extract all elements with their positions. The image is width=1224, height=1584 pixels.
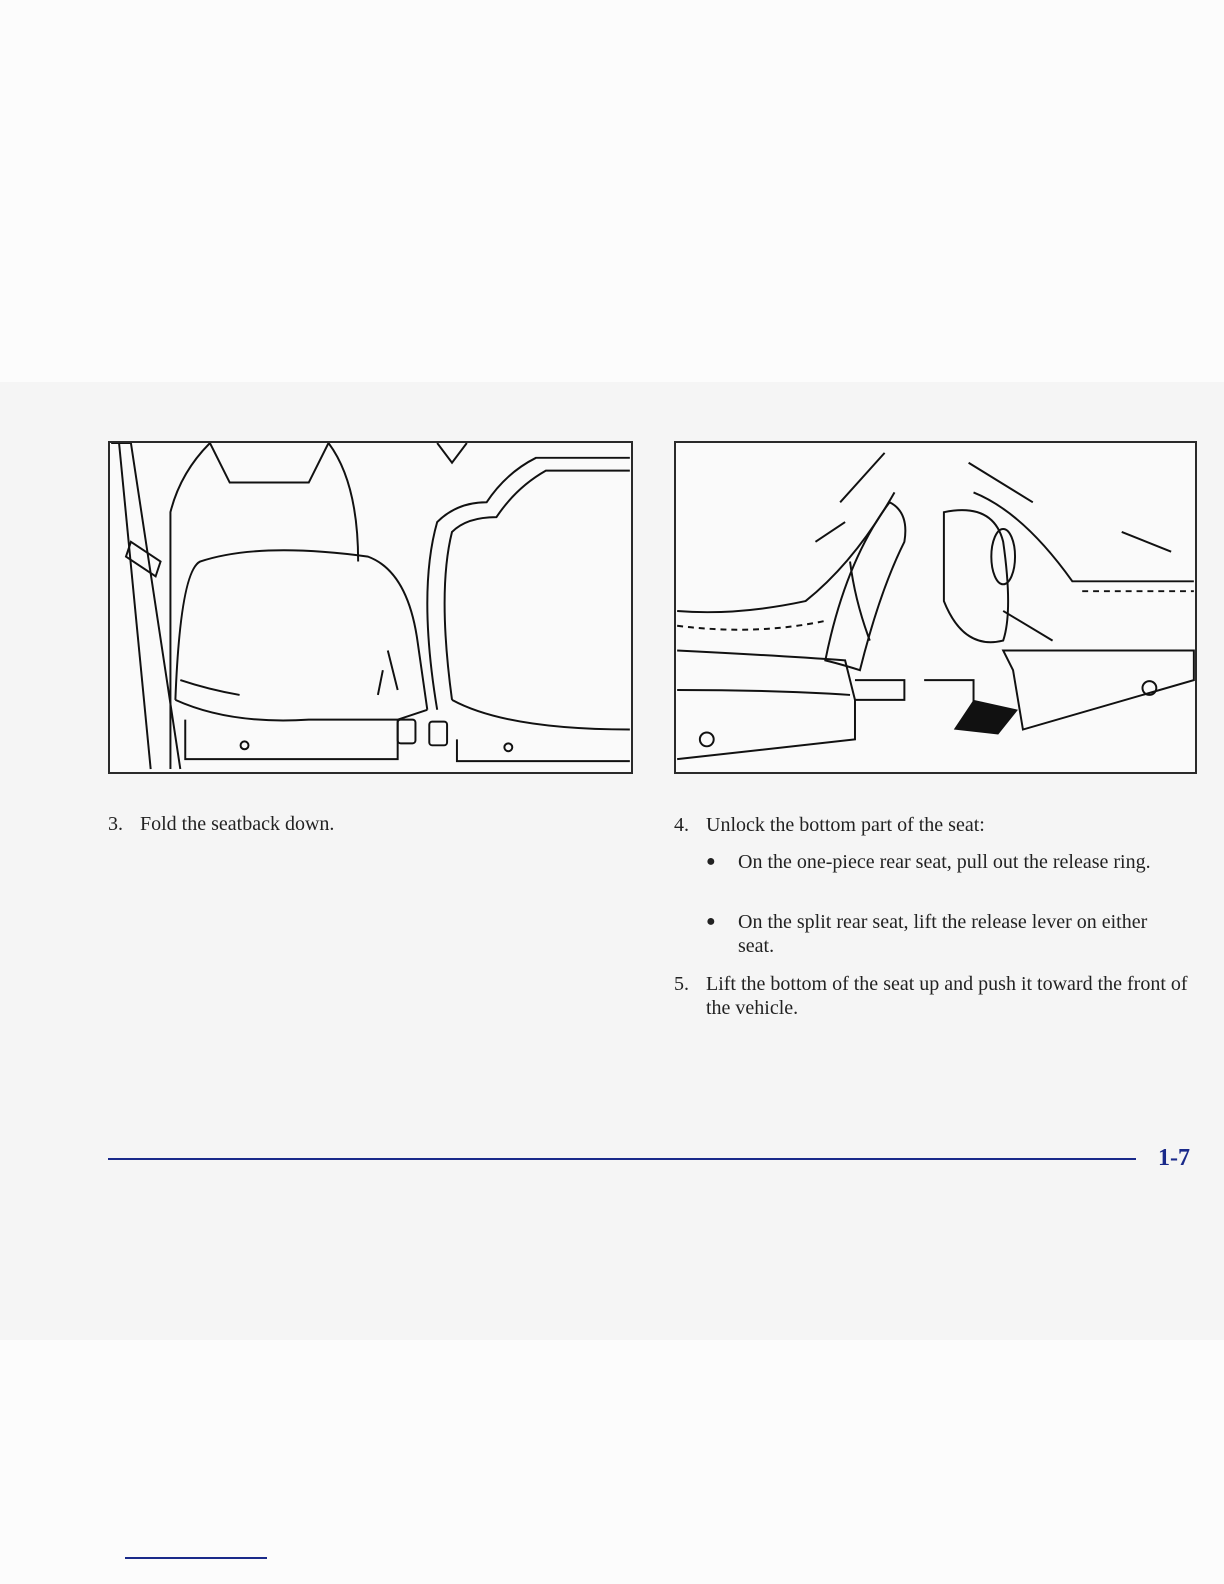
bottom-short-rule <box>125 1557 267 1559</box>
step-3-number: 3. <box>108 813 123 835</box>
step-4-text: Unlock the bottom part of the seat: <box>706 814 985 836</box>
bullet-icon: ● <box>706 913 716 930</box>
step-3-text: Fold the seatback down. <box>140 813 335 835</box>
illustration-seat-release <box>674 441 1197 774</box>
step-3 <box>108 812 628 836</box>
direction-arrow-icon <box>954 700 1018 735</box>
seatback-folded-drawing <box>110 443 631 772</box>
step-5-text: Lift the bottom of the seat up and push it toward the front of the vehicle. <box>706 973 1188 1019</box>
page-number: 1-7 <box>1158 1145 1190 1171</box>
bullet-icon: ● <box>706 853 716 870</box>
step-5 <box>674 972 1194 1020</box>
bullet-text: On the split rear seat, lift the release lever on either seat. <box>738 911 1148 957</box>
bullet-text: On the one-piece rear seat, pull out the release ring. <box>738 851 1151 873</box>
bullet-one-piece-seat <box>706 850 1186 874</box>
step-4 <box>674 813 1194 837</box>
footer-rule <box>108 1158 1136 1160</box>
seat-release-drawing <box>676 443 1195 772</box>
bullet-split-seat <box>706 910 1186 958</box>
illustration-seatback-folded <box>108 441 633 774</box>
step-4-number: 4. <box>674 814 689 836</box>
step-5-number: 5. <box>674 973 689 995</box>
